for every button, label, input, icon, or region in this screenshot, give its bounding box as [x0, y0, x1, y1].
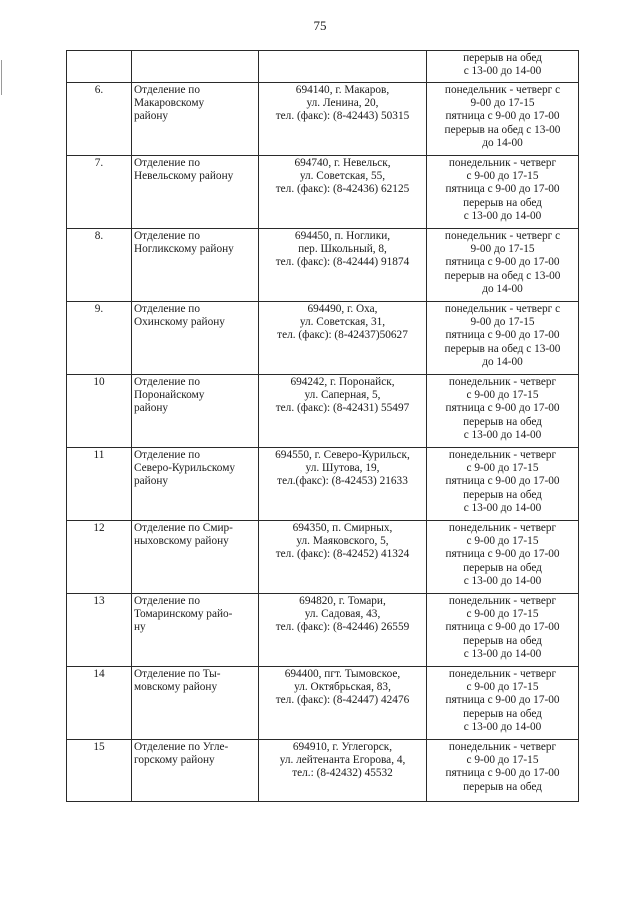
name-line: району	[134, 402, 169, 415]
office-hours-cell	[427, 302, 579, 375]
table-row	[67, 302, 579, 375]
office-name-cell	[132, 667, 259, 740]
hours-line: до 14-00	[482, 282, 523, 295]
address-line: ул. Советская, 31,	[299, 316, 386, 329]
table-row	[67, 521, 579, 594]
address-line: ул. Шутова, 19,	[305, 462, 380, 475]
hours-line: с 9-00 до 17-15	[466, 389, 539, 402]
name-line: Северо-Курильскому	[134, 462, 236, 475]
hours-line: перерыв на обед	[463, 196, 542, 209]
address-line: 694450, п. Ноглики,	[294, 230, 391, 242]
address-line: 694910, г. Углегорск,	[292, 741, 393, 753]
address-line: ул. Советская, 55,	[299, 170, 386, 183]
hours-line: пятница с 9-00 до 17-00	[445, 110, 560, 123]
row-number-cell: 8.	[67, 229, 132, 302]
name-line: ну	[134, 621, 146, 634]
office-hours-cell	[427, 51, 579, 83]
address-line: 694242, г. Поронайск,	[290, 376, 395, 388]
office-name-cell	[132, 83, 259, 156]
hours-line: понедельник - четверг	[448, 741, 557, 753]
office-name-cell	[132, 51, 259, 83]
address-line: 694490, г. Оха,	[307, 303, 378, 315]
name-line: Отделение по	[134, 449, 200, 461]
address-line: тел. (факс): (8-42444) 91874	[275, 256, 410, 269]
hours-line: перерыв на обед	[463, 561, 542, 574]
office-name-cell	[132, 229, 259, 302]
office-hours-cell	[427, 667, 579, 740]
office-address-cell	[259, 375, 427, 448]
row-number-cell: 6.	[67, 83, 132, 156]
office-hours-cell	[427, 521, 579, 594]
hours-line: пятница с 9-00 до 17-00	[445, 694, 560, 707]
office-name-cell	[132, 521, 259, 594]
table-row	[67, 448, 579, 521]
hours-line: с 13-00 до 14-00	[463, 209, 542, 222]
table-row	[67, 229, 579, 302]
hours-line: перерыв на обед	[463, 780, 542, 793]
hours-line: с 13-00 до 14-00	[463, 574, 542, 587]
row-number-cell: 9.	[67, 302, 132, 375]
address-line: 694740, г. Невельск,	[294, 157, 391, 169]
hours-line: с 9-00 до 17-15	[466, 754, 539, 767]
address-line: ул. Октябрьская, 83,	[294, 681, 391, 694]
address-line: тел. (факс): (8-42443) 50315	[275, 110, 410, 123]
hours-line: пятница с 9-00 до 17-00	[445, 256, 560, 269]
name-line: Томаринскому райо-	[134, 608, 233, 621]
address-line: 694550, г. Северо-Курильск,	[275, 449, 410, 461]
row-number-cell: 15	[67, 740, 132, 802]
address-line: тел. (факс): (8-42436) 62125	[275, 183, 410, 196]
table-row	[67, 740, 579, 802]
hours-line: понедельник - четверг	[448, 449, 557, 461]
row-number-cell: 7.	[67, 156, 132, 229]
hours-line: пятница с 9-00 до 17-00	[445, 402, 560, 415]
name-line: району	[134, 110, 169, 123]
hours-line: с 13-00 до 14-00	[463, 501, 542, 514]
row-number-cell	[67, 51, 132, 83]
name-line: Ногликскому району	[134, 243, 234, 256]
address-line: ул. Садовая, 43,	[304, 608, 381, 621]
address-line: ул. лейтенанта Егорова, 4,	[279, 754, 406, 767]
address-line: тел.(факс): (8-42453) 21633	[277, 475, 408, 488]
address-line: пер. Школьный, 8,	[298, 243, 387, 256]
office-name-cell	[132, 594, 259, 667]
hours-line: до 14-00	[482, 136, 523, 149]
hours-line: пятница с 9-00 до 17-00	[445, 548, 560, 561]
address-line: тел. (факс): (8-42447) 42476	[275, 694, 410, 707]
address-line: тел. (факс): (8-42431) 55497	[275, 402, 410, 415]
row-number-cell: 10	[67, 375, 132, 448]
hours-line: пятница с 9-00 до 17-00	[445, 767, 560, 780]
name-line: Отделение по	[134, 595, 200, 607]
name-line: Отделение по	[134, 230, 200, 242]
hours-line: пятница с 9-00 до 17-00	[445, 475, 560, 488]
office-hours-cell	[427, 83, 579, 156]
address-line: тел. (факс): (8-42452) 41324	[275, 548, 410, 561]
name-line: Охинскому району	[134, 316, 225, 329]
hours-line: с 9-00 до 17-15	[466, 681, 539, 694]
name-line: Отделение по Угле-	[134, 741, 229, 753]
office-name-cell	[132, 156, 259, 229]
hours-line: с 13-00 до 14-00	[463, 720, 542, 733]
office-hours-cell	[427, 740, 579, 802]
office-hours-cell	[427, 594, 579, 667]
hours-line: понедельник - четверг	[448, 157, 557, 169]
hours-line: перерыв на обед с 13-00	[444, 269, 561, 282]
office-address-cell	[259, 229, 427, 302]
hours-line: с 9-00 до 17-15	[466, 535, 539, 548]
hours-line: пятница с 9-00 до 17-00	[445, 183, 560, 196]
name-line: Отделение по	[134, 84, 200, 96]
office-hours-cell	[427, 156, 579, 229]
office-address-cell	[259, 667, 427, 740]
name-line: району	[134, 475, 169, 488]
hours-line: перерыв на обед	[463, 634, 542, 647]
hours-line: пятница с 9-00 до 17-00	[445, 329, 560, 342]
address-line: 694820, г. Томари,	[299, 595, 386, 607]
hours-line: понедельник - четверг	[448, 522, 557, 534]
hours-line: 9-00 до 17-15	[470, 97, 535, 110]
address-line: ул. Ленина, 20,	[306, 97, 379, 110]
hours-line: понедельник - четверг	[448, 376, 557, 388]
office-hours-cell	[427, 229, 579, 302]
hours-line: понедельник - четверг с	[444, 230, 561, 242]
office-address-cell	[259, 302, 427, 375]
name-line: Отделение по Смир-	[134, 522, 233, 534]
office-address-cell	[259, 521, 427, 594]
address-line: 694400, пгт. Тымовское,	[284, 668, 401, 680]
hours-line: перерыв на обед с 13-00	[444, 123, 561, 136]
office-address-cell	[259, 156, 427, 229]
hours-line: перерыв на обед	[463, 52, 542, 64]
hours-line: 9-00 до 17-15	[470, 316, 535, 329]
hours-line: перерыв на обед	[463, 415, 542, 428]
table-row-continuation	[67, 51, 579, 83]
office-address-cell	[259, 51, 427, 83]
address-line: 694350, п. Смирных,	[292, 522, 393, 534]
hours-line: до 14-00	[482, 355, 523, 368]
table-row	[67, 375, 579, 448]
hours-line: понедельник - четверг	[448, 668, 557, 680]
hours-line: понедельник - четверг	[448, 595, 557, 607]
office-hours-cell	[427, 375, 579, 448]
table-row	[67, 83, 579, 156]
table-row	[67, 594, 579, 667]
hours-line: понедельник - четверг с	[444, 84, 561, 96]
address-line: ул. Маяковского, 5,	[296, 535, 389, 548]
office-hours-cell	[427, 448, 579, 521]
name-line: Отделение по	[134, 157, 200, 169]
office-name-cell	[132, 448, 259, 521]
table-row	[67, 156, 579, 229]
row-number-cell: 11	[67, 448, 132, 521]
row-number-cell: 12	[67, 521, 132, 594]
name-line: мовскому району	[134, 681, 218, 694]
office-address-cell	[259, 740, 427, 802]
hours-line: 9-00 до 17-15	[470, 243, 535, 256]
address-line: тел. (факс): (8-42446) 26559	[275, 621, 410, 634]
hours-line: понедельник - четверг с	[444, 303, 561, 315]
address-line: 694140, г. Макаров,	[295, 84, 390, 96]
name-line: Поронайскому	[134, 389, 205, 402]
offices-table	[66, 50, 579, 802]
office-name-cell	[132, 375, 259, 448]
page-number: 75	[313, 18, 327, 33]
hours-line: с 9-00 до 17-15	[466, 462, 539, 475]
scan-margin-mark	[1, 60, 2, 95]
hours-line: с 13-00 до 14-00	[463, 65, 542, 78]
offices-table-body	[67, 51, 579, 802]
name-line: горскому району	[134, 754, 215, 767]
name-line: Невельскому району	[134, 170, 234, 183]
office-address-cell	[259, 594, 427, 667]
office-name-cell	[132, 740, 259, 802]
hours-line: перерыв на обед	[463, 707, 542, 720]
hours-line: перерыв на обед	[463, 488, 542, 501]
hours-line: с 13-00 до 14-00	[463, 428, 542, 441]
name-line: Отделение по Ты-	[134, 668, 221, 680]
office-address-cell	[259, 448, 427, 521]
hours-line: перерыв на обед с 13-00	[444, 342, 561, 355]
hours-line: с 9-00 до 17-15	[466, 608, 539, 621]
address-line: ул. Саперная, 5,	[304, 389, 381, 402]
name-line: Отделение по	[134, 376, 200, 388]
office-name-cell	[132, 302, 259, 375]
name-line: Макаровскому	[134, 97, 205, 110]
address-line: тел.: (8-42432) 45532	[292, 767, 393, 780]
hours-line: с 9-00 до 17-15	[466, 170, 539, 183]
row-number-cell: 14	[67, 667, 132, 740]
name-line: Отделение по	[134, 303, 200, 315]
row-number-cell: 13	[67, 594, 132, 667]
office-address-cell	[259, 83, 427, 156]
hours-line: с 13-00 до 14-00	[463, 647, 542, 660]
table-row	[67, 667, 579, 740]
address-line: тел. (факс): (8-42437)50627	[277, 329, 408, 342]
hours-line: пятница с 9-00 до 17-00	[445, 621, 560, 634]
name-line: ныховскому району	[134, 535, 229, 548]
